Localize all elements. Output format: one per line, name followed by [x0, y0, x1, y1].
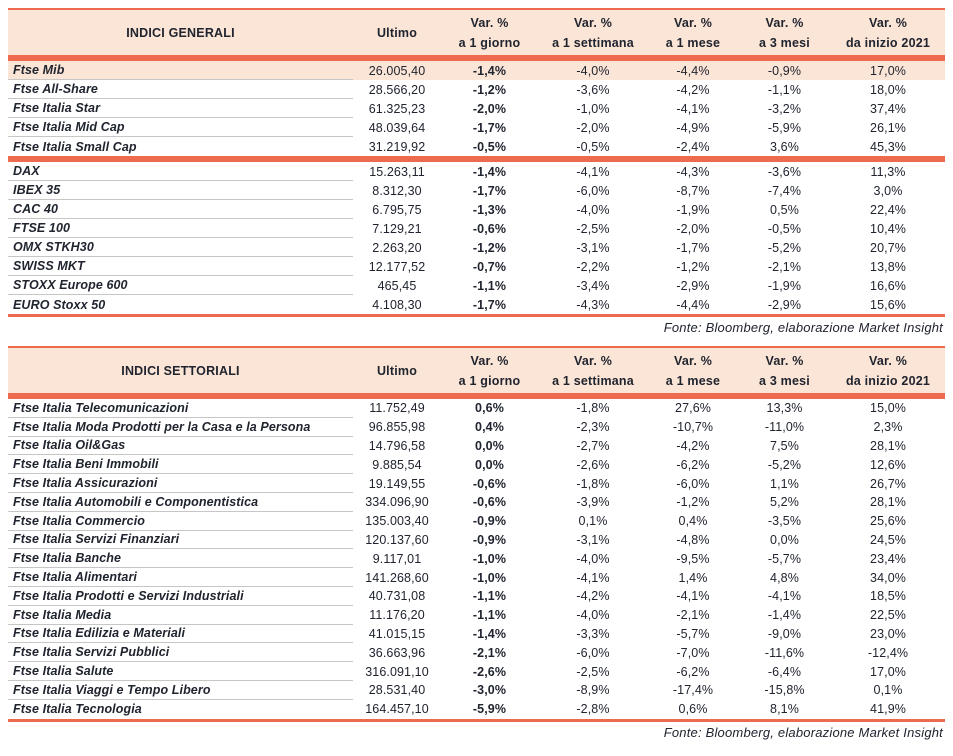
index-name: Ftse Italia Servizi Pubblici — [8, 643, 353, 662]
table-indici-generali — [8, 8, 945, 335]
index-name: CAC 40 — [8, 200, 353, 219]
index-name: Ftse Italia Moda Prodotti per la Casa e la Persona — [8, 418, 353, 437]
column-header-line: Var. % — [765, 15, 804, 30]
column-header-line: Var. % — [573, 15, 613, 30]
column-header-var-da-inizio-2021 — [831, 348, 945, 393]
value-cell: -17,4% — [672, 683, 714, 698]
value-cell: -0,5% — [472, 139, 507, 154]
value-cell: -1,4% — [767, 608, 802, 623]
table-row — [8, 643, 945, 662]
value-cell: 2,3% — [873, 420, 903, 435]
value-cell: 0,1% — [873, 683, 903, 698]
value-cell: 18,0% — [870, 82, 906, 97]
column-header-line: Var. % — [868, 15, 908, 30]
column-header-var-1-mese — [648, 10, 738, 55]
table-row — [8, 99, 945, 118]
value-cell: -1,7% — [676, 240, 710, 255]
value-cell: -1,2% — [676, 259, 710, 274]
table-row — [8, 437, 945, 456]
value-cell: -2,7% — [576, 438, 610, 453]
value-cell: 17,0% — [870, 664, 906, 679]
value-cell: -4,0% — [576, 63, 610, 78]
column-header-line: Var. % — [573, 353, 613, 368]
value-cell: -0,6% — [472, 476, 507, 491]
table-row — [8, 700, 945, 719]
value-cell: 6.795,75 — [372, 202, 422, 217]
value-cell: -6,2% — [676, 457, 710, 472]
value-cell: 1,4% — [678, 570, 708, 585]
value-cell: -1,1% — [472, 608, 507, 623]
index-name: Ftse Italia Automobili e Componentistica — [8, 493, 353, 512]
value-cell: 316.091,10 — [365, 664, 429, 679]
value-cell: 0,5% — [770, 202, 799, 217]
value-cell: 4,8% — [770, 570, 799, 585]
value-cell: -6,0% — [676, 476, 710, 491]
value-cell: 19.149,55 — [368, 476, 426, 491]
value-cell: 8.312,30 — [372, 183, 422, 198]
value-cell: -6,4% — [767, 664, 802, 679]
source-note-generali: Fonte: Bloomberg, elaborazione Market Insight — [663, 320, 943, 335]
table-row — [8, 493, 945, 512]
value-cell: 25,6% — [870, 514, 906, 529]
column-header-var-3-mesi — [738, 10, 831, 55]
value-cell: 4.108,30 — [372, 297, 422, 312]
column-header-var-1-giorno — [441, 348, 538, 393]
value-cell: 34,0% — [870, 570, 906, 585]
table-title-generali: INDICI GENERALI — [126, 25, 235, 40]
value-cell: -2,9% — [767, 297, 802, 312]
value-cell: 14.796,58 — [368, 438, 426, 453]
table-row — [8, 181, 945, 200]
value-cell: -1,2% — [676, 495, 710, 510]
value-cell: -2,1% — [767, 259, 802, 274]
value-cell: 15,6% — [870, 297, 906, 312]
value-cell: -1,7% — [472, 120, 507, 135]
column-header-line: a 1 mese — [665, 35, 721, 50]
value-cell: -4,0% — [576, 551, 610, 566]
value-cell: 26,7% — [870, 476, 906, 491]
value-cell: -1,1% — [472, 589, 507, 604]
value-cell: -3,5% — [767, 514, 802, 529]
index-name: OMX STKH30 — [8, 238, 353, 257]
value-cell: -4,3% — [676, 164, 710, 179]
value-cell: -2,2% — [576, 259, 610, 274]
value-cell: 0,0% — [475, 457, 504, 472]
value-cell: -1,2% — [472, 82, 507, 97]
value-cell: -0,6% — [472, 495, 507, 510]
value-cell: -4,4% — [676, 63, 710, 78]
value-cell: 334.096,90 — [365, 495, 429, 510]
value-cell: 5,2% — [770, 495, 799, 510]
value-cell: -1,9% — [767, 278, 802, 293]
value-cell: 40.731,08 — [368, 589, 426, 604]
value-cell: -8,9% — [576, 683, 610, 698]
value-cell: 1,1% — [770, 476, 799, 491]
index-name: Ftse Italia Alimentari — [8, 568, 353, 587]
value-cell: 120.137,60 — [365, 532, 429, 547]
value-cell: -5,2% — [767, 457, 802, 472]
value-cell: 0,6% — [678, 702, 708, 717]
index-name: DAX — [8, 162, 353, 181]
table-row — [8, 418, 945, 437]
value-cell: -9,0% — [767, 626, 802, 641]
rows-sector-indices — [8, 399, 945, 719]
value-cell: -1,9% — [676, 202, 710, 217]
column-header-line: Ultimo — [376, 25, 418, 40]
table-row — [8, 295, 945, 314]
table-header-settoriali — [8, 346, 945, 393]
index-name: Ftse Italia Assicurazioni — [8, 474, 353, 493]
value-cell: -1,0% — [472, 551, 507, 566]
value-cell: -2,6% — [472, 664, 507, 679]
table-row — [8, 625, 945, 644]
index-name: Ftse Italia Viaggi e Tempo Libero — [8, 681, 353, 700]
value-cell: 41.015,15 — [368, 626, 426, 641]
value-cell: -2,5% — [576, 664, 610, 679]
index-name: Ftse Italia Edilizia e Materiali — [8, 625, 353, 644]
index-name: Ftse Italia Salute — [8, 662, 353, 681]
value-cell: 0,6% — [475, 401, 504, 416]
column-header-var-1-giorno — [441, 10, 538, 55]
value-cell: -2,0% — [676, 221, 710, 236]
value-cell: 9.117,01 — [372, 551, 422, 566]
index-name: EURO Stoxx 50 — [13, 297, 106, 312]
value-cell: -3,6% — [576, 82, 610, 97]
table-row — [8, 662, 945, 681]
value-cell: -15,8% — [764, 683, 805, 698]
value-cell: 0,1% — [578, 514, 608, 529]
value-cell: -3,1% — [576, 240, 610, 255]
value-cell: 96.855,98 — [368, 420, 426, 435]
value-cell: 23,0% — [870, 626, 906, 641]
value-cell: -3,6% — [767, 164, 802, 179]
value-cell: 41,9% — [870, 702, 906, 717]
value-cell: -1,7% — [472, 183, 507, 198]
value-cell: -4,3% — [576, 297, 610, 312]
column-header-line: a 3 mesi — [759, 35, 810, 50]
value-cell: -11,0% — [764, 420, 805, 435]
value-cell: -4,1% — [767, 589, 802, 604]
value-cell: 45,3% — [870, 139, 906, 154]
value-cell: -2,6% — [576, 457, 610, 472]
value-cell: 10,4% — [870, 221, 906, 236]
column-header-line: Var. % — [470, 353, 509, 368]
value-cell: -3,4% — [576, 278, 610, 293]
value-cell: -1,0% — [472, 570, 507, 585]
table-row — [8, 474, 945, 493]
value-cell: 0,4% — [678, 514, 708, 529]
value-cell: -2,5% — [576, 221, 610, 236]
value-cell: -7,4% — [767, 183, 802, 198]
value-cell: 48.039,64 — [368, 120, 426, 135]
table-row — [8, 512, 945, 531]
value-cell: -3,3% — [576, 626, 610, 641]
index-name: Ftse Italia Mid Cap — [8, 118, 353, 137]
table-row — [8, 531, 945, 550]
value-cell: 3,0% — [873, 183, 903, 198]
column-header-line: a 3 mesi — [759, 373, 810, 388]
value-cell: -5,9% — [472, 702, 507, 717]
value-cell: 15.263,11 — [369, 164, 425, 179]
value-cell: -6,0% — [576, 183, 610, 198]
table-row — [8, 587, 945, 606]
index-name: FTSE 100 — [8, 219, 353, 238]
value-cell: 28.566,20 — [368, 82, 426, 97]
value-cell: 15,0% — [870, 401, 906, 416]
value-cell: 28,1% — [870, 438, 906, 453]
value-cell: -2,3% — [576, 420, 610, 435]
value-cell: 23,4% — [870, 551, 906, 566]
index-name: Ftse Italia Commercio — [8, 512, 353, 531]
value-cell: -9,5% — [676, 551, 710, 566]
value-cell: -4,2% — [676, 82, 710, 97]
value-cell: -4,0% — [576, 202, 610, 217]
value-cell: -10,7% — [672, 420, 714, 435]
value-cell: -4,1% — [576, 570, 610, 585]
column-header-line: Ultimo — [376, 363, 418, 378]
column-header-line: Var. % — [673, 15, 713, 30]
value-cell: 28.531,40 — [368, 683, 426, 698]
value-cell: 24,5% — [870, 532, 906, 547]
column-header-ultimo — [353, 10, 441, 55]
value-cell: -2,0% — [576, 120, 610, 135]
column-header-line: da inizio 2021 — [845, 35, 931, 50]
column-header-line: a 1 settimana — [552, 35, 634, 50]
value-cell: -4,1% — [576, 164, 610, 179]
value-cell: 18,5% — [870, 589, 906, 604]
value-cell: -0,9% — [767, 63, 802, 78]
value-cell: -3,2% — [767, 101, 802, 116]
index-name: SWISS MKT — [8, 257, 353, 276]
index-name: STOXX Europe 600 — [8, 276, 353, 295]
index-name: IBEX 35 — [8, 181, 353, 200]
table-row — [8, 80, 945, 99]
column-header-ultimo — [353, 348, 441, 393]
value-cell: -0,7% — [472, 259, 507, 274]
value-cell: -6,2% — [676, 664, 710, 679]
value-cell: 465,45 — [377, 278, 417, 293]
value-cell: -5,9% — [767, 120, 802, 135]
table-header-generali — [8, 8, 945, 55]
value-cell: -2,8% — [576, 702, 610, 717]
table-row — [8, 61, 945, 80]
table-row — [8, 276, 945, 295]
value-cell: 0,0% — [770, 532, 799, 547]
value-cell: -0,6% — [472, 221, 507, 236]
value-cell: 9.885,54 — [372, 457, 422, 472]
value-cell: 37,4% — [870, 101, 906, 116]
table-row — [8, 455, 945, 474]
value-cell: 7.129,21 — [372, 221, 422, 236]
column-header-line: Var. % — [868, 353, 908, 368]
column-header-var-1-mese — [648, 348, 738, 393]
source-note-settoriali: Fonte: Bloomberg, elaborazione Market Insight — [663, 724, 943, 740]
table-row — [8, 568, 945, 587]
table-row — [8, 219, 945, 238]
value-cell: -4,1% — [676, 589, 710, 604]
value-cell: -5,2% — [767, 240, 802, 255]
column-header-line: da inizio 2021 — [845, 373, 931, 388]
value-cell: -1,3% — [472, 202, 507, 217]
column-header-line: Var. % — [470, 15, 509, 30]
table-row — [8, 137, 945, 156]
value-cell: -4,2% — [676, 438, 710, 453]
table-row — [8, 681, 945, 700]
value-cell: -4,4% — [676, 297, 710, 312]
value-cell: -12,4% — [867, 645, 909, 660]
rows-italian-indices — [8, 61, 945, 156]
value-cell: -4,2% — [576, 589, 610, 604]
table-row — [8, 399, 945, 418]
column-header-line: a 1 giorno — [458, 373, 521, 388]
index-name: Ftse Italia Telecomunicazioni — [8, 399, 353, 418]
value-cell: -4,9% — [676, 120, 710, 135]
value-cell: -1,8% — [576, 401, 610, 416]
table-title-settoriali: INDICI SETTORIALI — [121, 363, 240, 378]
value-cell: 11.176,20 — [369, 608, 425, 623]
value-cell: 11,3% — [870, 164, 906, 179]
value-cell: -2,4% — [676, 139, 710, 154]
index-name: Ftse Italia Star — [8, 99, 353, 118]
value-cell: -3,0% — [472, 683, 507, 698]
value-cell: 164.457,10 — [365, 702, 429, 717]
value-cell: 12.177,52 — [368, 259, 426, 274]
column-header-var-da-inizio-2021 — [831, 10, 945, 55]
value-cell: -2,1% — [676, 608, 710, 623]
value-cell: -1,4% — [472, 626, 507, 641]
value-cell: -1,8% — [576, 476, 610, 491]
value-cell: 11.752,49 — [369, 401, 425, 416]
value-cell: 61.325,23 — [368, 101, 426, 116]
value-cell: -3,1% — [576, 532, 610, 547]
value-cell: 141.268,60 — [365, 570, 429, 585]
value-cell: -8,7% — [676, 183, 710, 198]
column-header-line: Var. % — [765, 353, 804, 368]
index-name: Ftse All-Share — [8, 80, 353, 99]
column-header-var-1-settimana — [538, 348, 648, 393]
column-header-line: Var. % — [673, 353, 713, 368]
rows-international-indices — [8, 162, 945, 314]
value-cell: -4,8% — [676, 532, 710, 547]
table-row — [8, 549, 945, 568]
value-cell: -11,6% — [764, 645, 805, 660]
value-cell: -3,9% — [576, 495, 610, 510]
value-cell: 2.263,20 — [372, 240, 422, 255]
value-cell: 17,0% — [870, 63, 906, 78]
table-row — [8, 118, 945, 137]
value-cell: -2,9% — [676, 278, 710, 293]
value-cell: -5,7% — [676, 626, 710, 641]
value-cell: 27,6% — [675, 401, 711, 416]
table-row — [8, 200, 945, 219]
column-header-var-1-settimana — [538, 10, 648, 55]
value-cell: 13,3% — [766, 401, 803, 416]
index-name: Ftse Italia Banche — [8, 549, 353, 568]
index-name: Ftse Italia Servizi Finanziari — [8, 531, 353, 550]
value-cell: -1,0% — [576, 101, 610, 116]
value-cell: -7,0% — [676, 645, 710, 660]
value-cell: 135.003,40 — [365, 514, 429, 529]
index-name: Ftse Italia Small Cap — [13, 139, 137, 154]
value-cell: -0,9% — [472, 514, 507, 529]
index-name: Ftse Italia Media — [8, 606, 353, 625]
value-cell: 26.005,40 — [368, 63, 426, 78]
value-cell: -6,0% — [576, 645, 610, 660]
value-cell: -1,1% — [472, 278, 507, 293]
value-cell: -1,7% — [472, 297, 507, 312]
value-cell: -2,0% — [472, 101, 507, 116]
value-cell: -4,1% — [676, 101, 710, 116]
value-cell: 36.663,96 — [368, 645, 426, 660]
value-cell: 3,6% — [770, 139, 799, 154]
value-cell: 8,1% — [770, 702, 799, 717]
value-cell: 7,5% — [770, 438, 799, 453]
index-name: Ftse Mib — [8, 61, 353, 80]
value-cell: 28,1% — [870, 495, 906, 510]
index-name: Ftse Italia Prodotti e Servizi Industriali — [8, 587, 353, 606]
value-cell: 22,4% — [870, 202, 906, 217]
value-cell: -5,7% — [767, 551, 802, 566]
value-cell: -1,1% — [767, 82, 802, 97]
column-header-line: a 1 mese — [665, 373, 721, 388]
table-row — [8, 257, 945, 276]
column-header-line: a 1 settimana — [552, 373, 634, 388]
index-name: Ftse Italia Oil&Gas — [8, 437, 353, 456]
value-cell: 26,1% — [870, 120, 906, 135]
index-name: Ftse Italia Tecnologia — [13, 702, 142, 717]
index-name: Ftse Italia Beni Immobili — [8, 455, 353, 474]
value-cell: 22,5% — [870, 608, 906, 623]
value-cell: -4,0% — [576, 608, 610, 623]
value-cell: 31.219,92 — [368, 139, 426, 154]
value-cell: -0,9% — [472, 532, 507, 547]
value-cell: -0,5% — [576, 139, 610, 154]
value-cell: 20,7% — [870, 240, 906, 255]
column-header-var-3-mesi — [738, 348, 831, 393]
value-cell: 12,6% — [870, 457, 906, 472]
column-header-line: a 1 giorno — [458, 35, 521, 50]
value-cell: 0,0% — [475, 438, 504, 453]
value-cell: 13,8% — [870, 259, 906, 274]
value-cell: -1,2% — [472, 240, 507, 255]
table-row — [8, 162, 945, 181]
value-cell: 16,6% — [870, 278, 906, 293]
value-cell: -2,1% — [472, 645, 507, 660]
table-indici-settoriali — [8, 346, 945, 740]
value-cell: 0,4% — [475, 420, 504, 435]
table-row — [8, 238, 945, 257]
value-cell: -1,4% — [472, 63, 507, 78]
table-row — [8, 606, 945, 625]
value-cell: -1,4% — [472, 164, 507, 179]
value-cell: -0,5% — [767, 221, 802, 236]
